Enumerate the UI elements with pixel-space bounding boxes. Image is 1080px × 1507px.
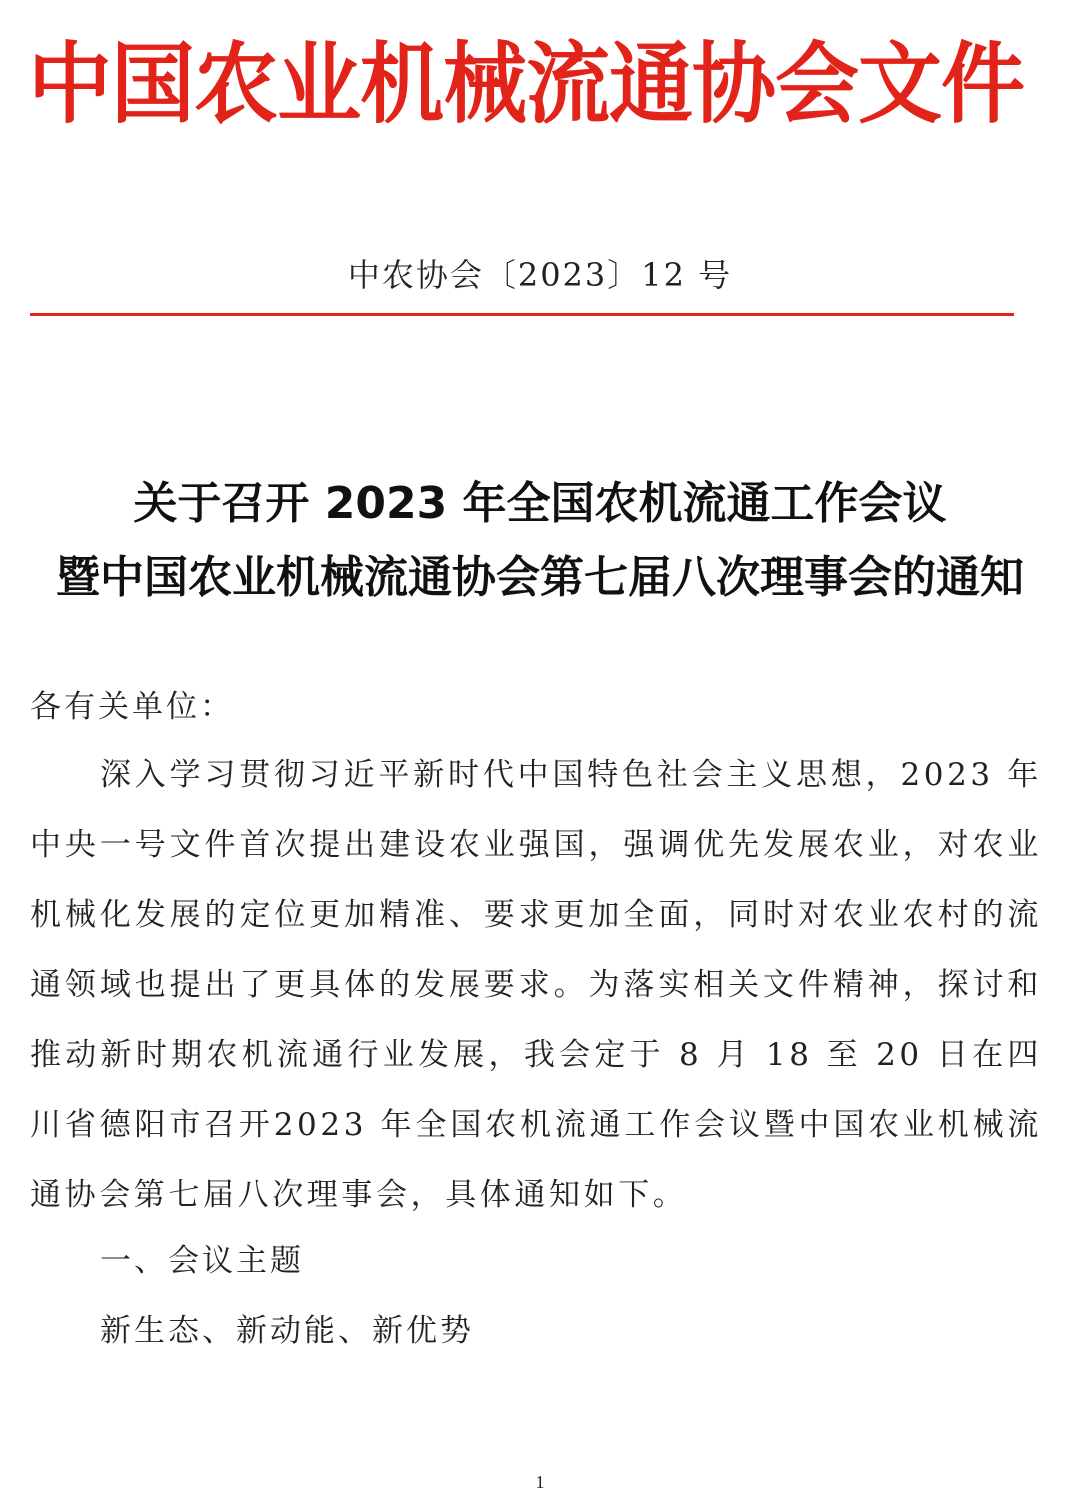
header-red-divider xyxy=(30,313,1014,316)
section-content-meeting-theme: 新生态、新动能、新优势 xyxy=(100,1313,474,1349)
page-number: 1 xyxy=(535,1472,545,1492)
body-paragraph: 深入学习贯彻习近平新时代中国特色社会主义思想，2023 年中央一号文件首次提出建设农业强国，强调优先发展农业，对农业机械化发展的定位更加精准、要求更加全面，同时对农业农村的流通领域也提出了更具体的发展要求。为落实相关文件精神，探讨和推动新时期农机流通行业发展，我会定于 8 月 18 至 20 日在四川省德阳市召开2023 年全国农机流通工作会议暨中国农业机械流通协会第七届八次理事会，具体通知如下。 xyxy=(30,757,1042,1213)
salutation: 各有关单位： xyxy=(30,689,234,725)
notice-title-line-1: 关于召开 2023 年全国农机流通工作会议 xyxy=(133,478,947,529)
section-heading-meeting-theme: 一、会议主题 xyxy=(100,1243,304,1279)
notice-title-line-2: 暨中国农业机械流通协会第七届八次理事会的通知 xyxy=(56,552,1024,603)
document-number: 中农协会〔2023〕12 号 xyxy=(347,256,733,294)
organization-header-title: 中国农业机械流通协会文件 xyxy=(28,31,1025,136)
